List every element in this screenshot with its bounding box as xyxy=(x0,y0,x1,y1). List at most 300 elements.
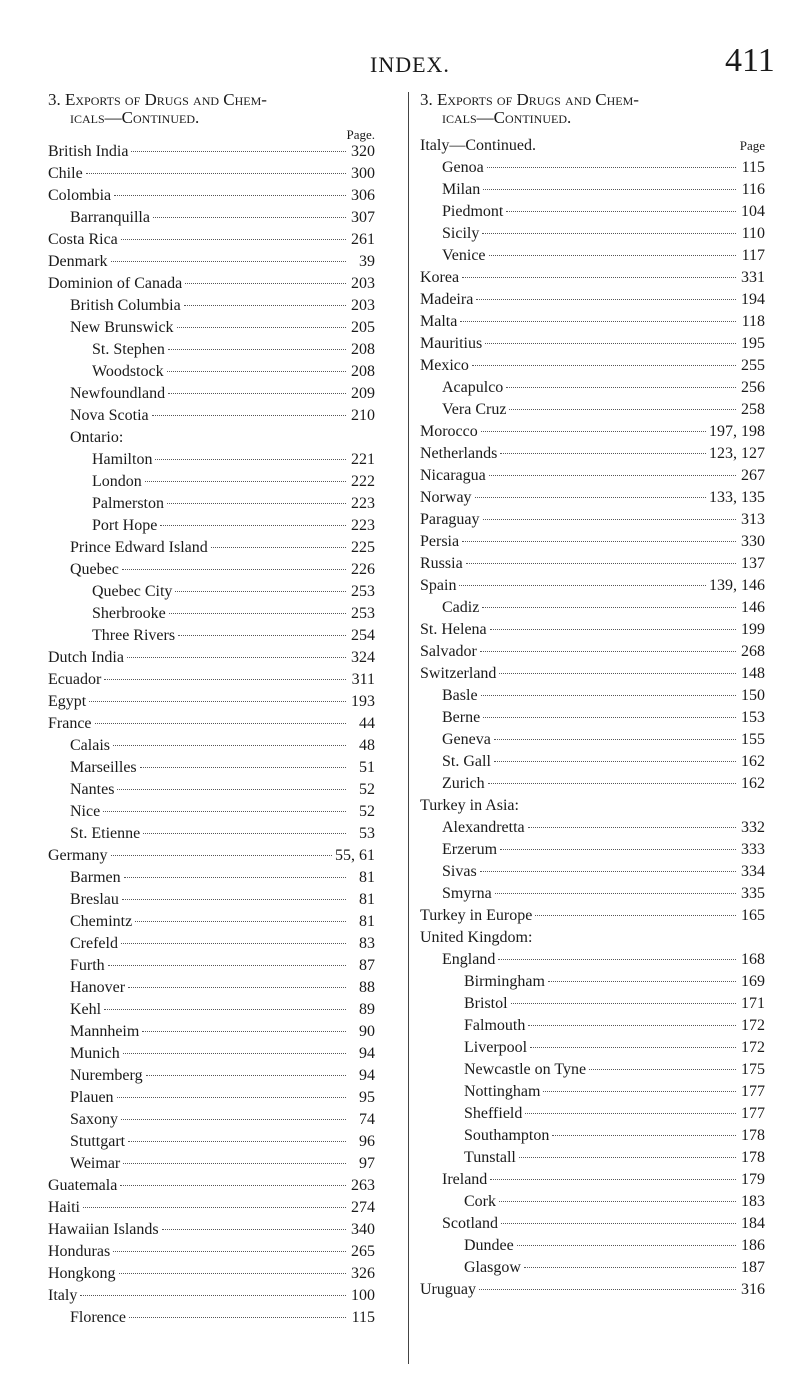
entry-page: 146 xyxy=(741,599,765,616)
entry-label: Prince Edward Island xyxy=(70,539,208,556)
dot-leader xyxy=(119,1273,346,1274)
dot-leader xyxy=(482,607,736,608)
dot-leader xyxy=(530,1047,736,1048)
entry-label: United Kingdom: xyxy=(420,929,533,946)
entry-label: Germany xyxy=(48,847,108,864)
dot-leader xyxy=(485,343,736,344)
entry-label: New Brunswick xyxy=(70,319,174,336)
entry-page: 306 xyxy=(351,187,375,204)
entry-label: Bristol xyxy=(464,995,508,1012)
entry-label: Costa Rica xyxy=(48,231,118,248)
dot-leader xyxy=(127,657,346,658)
entry-label: Hamilton xyxy=(92,451,153,468)
entry-page: 104 xyxy=(741,203,765,220)
entry-page: 258 xyxy=(741,401,765,418)
entry-label: Norway xyxy=(420,489,472,506)
entry-page: 209 xyxy=(351,385,375,402)
entry-label: Alexandretta xyxy=(442,819,525,836)
index-entry xyxy=(48,737,375,759)
dot-leader xyxy=(128,987,346,988)
index-entry xyxy=(48,187,375,209)
entry-page: 197, 198 xyxy=(709,423,765,440)
index-entry xyxy=(420,1237,765,1259)
left-column xyxy=(48,91,375,1331)
entry-label: Basle xyxy=(442,687,478,704)
dot-leader xyxy=(548,981,736,982)
entry-page: 193 xyxy=(351,693,375,710)
entry-page: 340 xyxy=(351,1221,375,1238)
entry-page: 118 xyxy=(741,313,765,330)
entry-page: 155 xyxy=(741,731,765,748)
index-entry xyxy=(48,495,375,517)
dot-leader xyxy=(480,651,736,652)
dot-leader xyxy=(131,151,346,152)
dot-leader xyxy=(146,1075,346,1076)
entry-page: 256 xyxy=(741,379,765,396)
index-entry xyxy=(420,819,765,841)
entry-label: St. Helena xyxy=(420,621,487,638)
entry-page: 253 xyxy=(351,605,375,622)
section-heading-line2: icals—Continued. xyxy=(70,108,200,127)
dot-leader xyxy=(104,1009,346,1010)
index-entry xyxy=(420,731,765,753)
entry-label: Mannheim xyxy=(70,1023,140,1040)
entry-label: St. Stephen xyxy=(92,341,165,358)
entry-label: Salvador xyxy=(420,643,477,660)
entry-page: 222 xyxy=(351,473,375,490)
entry-label: Honduras xyxy=(48,1243,111,1260)
dot-leader xyxy=(168,349,346,350)
entry-label: Genoa xyxy=(442,159,484,176)
entry-label: Ireland xyxy=(442,1171,488,1188)
entry-page: 226 xyxy=(351,561,375,578)
index-entry xyxy=(420,885,765,907)
dot-leader xyxy=(494,761,736,762)
entry-label: Nice xyxy=(70,803,101,820)
index-entry xyxy=(48,649,375,671)
entry-label: Sheffield xyxy=(464,1105,523,1122)
entry-page: 44 xyxy=(359,715,375,732)
entry-label: British India xyxy=(48,143,129,160)
entry-page: 165 xyxy=(741,907,765,924)
index-entry xyxy=(420,1039,765,1061)
entry-label: Quebec City xyxy=(92,583,173,600)
dot-leader xyxy=(121,943,346,944)
index-entry xyxy=(48,627,375,649)
entry-label: Turkey in Asia: xyxy=(420,797,519,814)
dot-leader xyxy=(462,277,736,278)
entry-page: 97 xyxy=(359,1155,375,1172)
page-header xyxy=(0,38,800,88)
entry-label: Mauritius xyxy=(420,335,483,352)
index-entry xyxy=(420,313,765,335)
dot-leader xyxy=(462,541,736,542)
entry-label: Erzerum xyxy=(442,841,498,858)
index-entry xyxy=(420,269,765,291)
entry-page: 52 xyxy=(359,781,375,798)
dot-leader xyxy=(517,1245,736,1246)
index-entry xyxy=(420,621,765,643)
index-entry xyxy=(420,709,765,731)
entry-label: Cork xyxy=(464,1193,496,1210)
entry-page: 150 xyxy=(741,687,765,704)
continued-label: Italy—Continued. xyxy=(420,137,536,154)
index-entry xyxy=(48,1309,375,1331)
index-entry xyxy=(48,473,375,495)
index-entry xyxy=(420,489,765,511)
dot-leader xyxy=(475,497,706,498)
dot-leader xyxy=(80,1295,346,1296)
dot-leader xyxy=(128,1141,346,1142)
entry-page: 171 xyxy=(741,995,765,1012)
dot-leader xyxy=(459,585,706,586)
index-entry xyxy=(48,671,375,693)
entry-page: 330 xyxy=(741,533,765,550)
dot-leader xyxy=(123,1163,346,1164)
entry-page: 313 xyxy=(741,511,765,528)
dot-leader xyxy=(495,893,736,894)
entry-label: England xyxy=(442,951,496,968)
dot-leader xyxy=(89,701,346,702)
entry-page: 316 xyxy=(741,1281,765,1298)
entry-page: 177 xyxy=(741,1083,765,1100)
entry-label: Nottingham xyxy=(464,1083,541,1100)
index-entry xyxy=(420,687,765,709)
column-divider xyxy=(408,92,409,1364)
entry-label: Crefeld xyxy=(70,935,118,952)
entry-label: Spain xyxy=(420,577,457,594)
dot-leader xyxy=(483,519,736,520)
dot-leader xyxy=(168,393,346,394)
entry-label: Dundee xyxy=(464,1237,514,1254)
entry-page: 300 xyxy=(351,165,375,182)
entry-label: Furth xyxy=(70,957,105,974)
entry-label: Chile xyxy=(48,165,83,182)
dot-leader xyxy=(466,563,736,564)
dot-leader xyxy=(211,547,346,548)
entry-label: Nicaragua xyxy=(420,467,486,484)
index-entry-list xyxy=(420,159,765,1303)
entry-page: 326 xyxy=(351,1265,375,1282)
dot-leader xyxy=(184,305,346,306)
entry-label: Woodstock xyxy=(92,363,164,380)
entry-label: Hawaiian Islands xyxy=(48,1221,159,1238)
index-entry xyxy=(48,913,375,935)
entry-label: Milan xyxy=(442,181,481,198)
entry-label: St. Gall xyxy=(442,753,491,770)
dot-leader xyxy=(121,1119,346,1120)
index-entry xyxy=(48,1155,375,1177)
dot-leader xyxy=(476,299,736,300)
index-entry xyxy=(420,1083,765,1105)
dot-leader xyxy=(500,453,706,454)
entry-label: Nova Scotia xyxy=(70,407,149,424)
entry-page: 87 xyxy=(359,957,375,974)
index-entry xyxy=(420,951,765,973)
entry-page: 320 xyxy=(351,143,375,160)
entry-label: Nuremberg xyxy=(70,1067,143,1084)
entry-label: Palmerston xyxy=(92,495,164,512)
entry-label: Italy xyxy=(48,1287,78,1304)
entry-page: 51 xyxy=(359,759,375,776)
dot-leader xyxy=(500,849,736,850)
entry-label: Korea xyxy=(420,269,460,286)
entry-page: 48 xyxy=(359,737,375,754)
entry-label: Sherbrooke xyxy=(92,605,166,622)
index-entry xyxy=(48,319,375,341)
entry-label: Tunstall xyxy=(464,1149,516,1166)
entry-page: 183 xyxy=(741,1193,765,1210)
entry-label: Venice xyxy=(442,247,486,264)
dot-leader xyxy=(479,1289,736,1290)
index-entry xyxy=(48,539,375,561)
index-entry xyxy=(420,401,765,423)
entry-page: 255 xyxy=(741,357,765,374)
section-heading xyxy=(48,91,375,127)
index-entry xyxy=(48,297,375,319)
dot-leader xyxy=(589,1069,736,1070)
entry-page: 267 xyxy=(741,467,765,484)
entry-page: 177 xyxy=(741,1105,765,1122)
entry-page: 115 xyxy=(351,1309,375,1326)
dot-leader xyxy=(528,1025,736,1026)
dot-leader xyxy=(113,1251,346,1252)
entry-label: France xyxy=(48,715,92,732)
dot-leader xyxy=(140,767,346,768)
entry-page: 307 xyxy=(351,209,375,226)
index-entry xyxy=(420,247,765,269)
entry-page: 199 xyxy=(741,621,765,638)
entry-label: Acapulco xyxy=(442,379,504,396)
dot-leader xyxy=(83,1207,346,1208)
entry-label: Guatemala xyxy=(48,1177,118,1194)
entry-label: Piedmont xyxy=(442,203,504,220)
entry-page: 90 xyxy=(359,1023,375,1040)
entry-label: Three Rivers xyxy=(92,627,176,644)
index-entry xyxy=(48,143,375,165)
index-entry xyxy=(48,1177,375,1199)
entry-page: 83 xyxy=(359,935,375,952)
dot-leader xyxy=(552,1135,736,1136)
entry-page: 194 xyxy=(741,291,765,308)
entry-page: 81 xyxy=(359,913,375,930)
index-entry xyxy=(48,759,375,781)
entry-page: 162 xyxy=(741,775,765,792)
dot-leader xyxy=(111,261,346,262)
entry-label: London xyxy=(92,473,142,490)
entry-label: Madeira xyxy=(420,291,474,308)
dot-leader xyxy=(489,255,736,256)
section-heading xyxy=(420,91,765,127)
index-entry xyxy=(420,907,765,929)
entry-label: Birmingham xyxy=(464,973,545,990)
index-entry xyxy=(48,605,375,627)
entry-label: Dominion of Canada xyxy=(48,275,183,292)
index-entry xyxy=(48,781,375,803)
dot-leader xyxy=(122,899,346,900)
entry-page: 55, 61 xyxy=(335,847,375,864)
index-entry xyxy=(420,225,765,247)
dot-leader xyxy=(178,635,346,636)
entry-label: Chemintz xyxy=(70,913,133,930)
index-entry xyxy=(48,275,375,297)
index-entry xyxy=(48,517,375,539)
entry-page: 88 xyxy=(359,979,375,996)
dot-leader xyxy=(535,915,736,916)
index-entry xyxy=(48,1023,375,1045)
index-entry xyxy=(420,203,765,225)
entry-label: Newcastle on Tyne xyxy=(464,1061,587,1078)
entry-page: 263 xyxy=(351,1177,375,1194)
index-entry xyxy=(420,1127,765,1149)
entry-label: Plauen xyxy=(70,1089,114,1106)
dot-leader xyxy=(124,877,346,878)
entry-page: 223 xyxy=(351,495,375,512)
index-entry xyxy=(48,715,375,737)
index-entry xyxy=(420,1281,765,1303)
entry-label: Ontario: xyxy=(70,429,124,446)
dot-leader xyxy=(177,327,346,328)
dot-leader xyxy=(498,959,736,960)
section-heading-line2: icals—Continued. xyxy=(442,108,572,127)
dot-leader xyxy=(487,167,736,168)
dot-leader xyxy=(525,1113,736,1114)
entry-label: Barmen xyxy=(70,869,121,886)
entry-label: Liverpool xyxy=(464,1039,528,1056)
dot-leader xyxy=(481,431,706,432)
entry-page: 265 xyxy=(351,1243,375,1260)
entry-page: 333 xyxy=(741,841,765,858)
entry-label: Stuttgart xyxy=(70,1133,126,1150)
entry-page: 95 xyxy=(359,1089,375,1106)
entry-label: Munich xyxy=(70,1045,120,1062)
dot-leader xyxy=(185,283,346,284)
dot-leader xyxy=(494,739,736,740)
dot-leader xyxy=(142,1031,346,1032)
entry-label: Paraguay xyxy=(420,511,480,528)
dot-leader xyxy=(111,855,332,856)
entry-page: 268 xyxy=(741,643,765,660)
dot-leader xyxy=(509,409,736,410)
dot-leader xyxy=(155,459,346,460)
index-entry xyxy=(420,797,765,819)
dot-leader xyxy=(511,1003,736,1004)
index-entry xyxy=(48,803,375,825)
dot-leader xyxy=(103,811,346,812)
entry-label: Smyrna xyxy=(442,885,492,902)
entry-page: 332 xyxy=(741,819,765,836)
entry-label: Ecuador xyxy=(48,671,102,688)
entry-label: British Columbia xyxy=(70,297,181,314)
index-entry xyxy=(420,379,765,401)
entry-page: 178 xyxy=(741,1127,765,1144)
index-entry xyxy=(420,577,765,599)
index-entry xyxy=(48,1287,375,1309)
entry-label: Vera Cruz xyxy=(442,401,507,418)
entry-label: Denmark xyxy=(48,253,108,270)
index-entry xyxy=(48,1001,375,1023)
dot-leader xyxy=(117,1097,346,1098)
dot-leader xyxy=(121,239,346,240)
index-entry xyxy=(420,929,765,951)
entry-page: 335 xyxy=(741,885,765,902)
index-entry xyxy=(420,533,765,555)
dot-leader xyxy=(113,745,346,746)
index-entry xyxy=(420,1193,765,1215)
entry-page: 311 xyxy=(351,671,375,688)
dot-leader xyxy=(145,481,346,482)
index-entry xyxy=(48,561,375,583)
index-entry xyxy=(48,957,375,979)
index-entry xyxy=(420,467,765,489)
entry-label: Mexico xyxy=(420,357,469,374)
index-entry xyxy=(48,341,375,363)
entry-page: 223 xyxy=(351,517,375,534)
index-entry xyxy=(420,159,765,181)
dot-leader xyxy=(506,387,736,388)
index-entry xyxy=(420,423,765,445)
dot-leader xyxy=(488,783,736,784)
index-entry xyxy=(420,1215,765,1237)
entry-page: 116 xyxy=(741,181,765,198)
dot-leader xyxy=(489,475,736,476)
entry-label: Uruguay xyxy=(420,1281,476,1298)
entry-label: Port Hope xyxy=(92,517,158,534)
entry-page: 179 xyxy=(741,1171,765,1188)
index-entry xyxy=(48,935,375,957)
dot-leader xyxy=(153,217,346,218)
entry-page: 208 xyxy=(351,341,375,358)
dot-leader xyxy=(104,679,346,680)
index-entry xyxy=(420,291,765,313)
index-entry xyxy=(48,1243,375,1265)
index-entry xyxy=(420,511,765,533)
entry-page: 172 xyxy=(741,1039,765,1056)
index-entry xyxy=(48,847,375,869)
index-entry xyxy=(48,385,375,407)
entry-page: 195 xyxy=(741,335,765,352)
index-entry xyxy=(420,1061,765,1083)
index-entry xyxy=(48,1133,375,1155)
page-column-label: Page. xyxy=(346,127,375,142)
page-number: 411 xyxy=(725,42,775,79)
entry-label: Switzerland xyxy=(420,665,497,682)
entry-label: Sivas xyxy=(442,863,477,880)
entry-page: 331 xyxy=(741,269,765,286)
index-entry xyxy=(48,693,375,715)
section-heading-line1: 3. Exports of Drugs and Chem- xyxy=(420,90,639,109)
entry-page: 96 xyxy=(359,1133,375,1150)
entry-label: Netherlands xyxy=(420,445,498,462)
dot-leader xyxy=(543,1091,736,1092)
entry-label: Breslau xyxy=(70,891,119,908)
entry-label: Newfoundland xyxy=(70,385,166,402)
entry-page: 175 xyxy=(741,1061,765,1078)
dot-leader xyxy=(499,1201,736,1202)
entry-label: Haiti xyxy=(48,1199,80,1216)
entry-page: 210 xyxy=(351,407,375,424)
index-entry xyxy=(48,1045,375,1067)
entry-page: 186 xyxy=(741,1237,765,1254)
entry-page: 148 xyxy=(741,665,765,682)
entry-label: Malta xyxy=(420,313,458,330)
index-entry xyxy=(420,1105,765,1127)
dot-leader xyxy=(120,1185,346,1186)
entry-page: 81 xyxy=(359,891,375,908)
entry-label: Nantes xyxy=(70,781,115,798)
index-entry xyxy=(420,555,765,577)
dot-leader xyxy=(86,173,346,174)
